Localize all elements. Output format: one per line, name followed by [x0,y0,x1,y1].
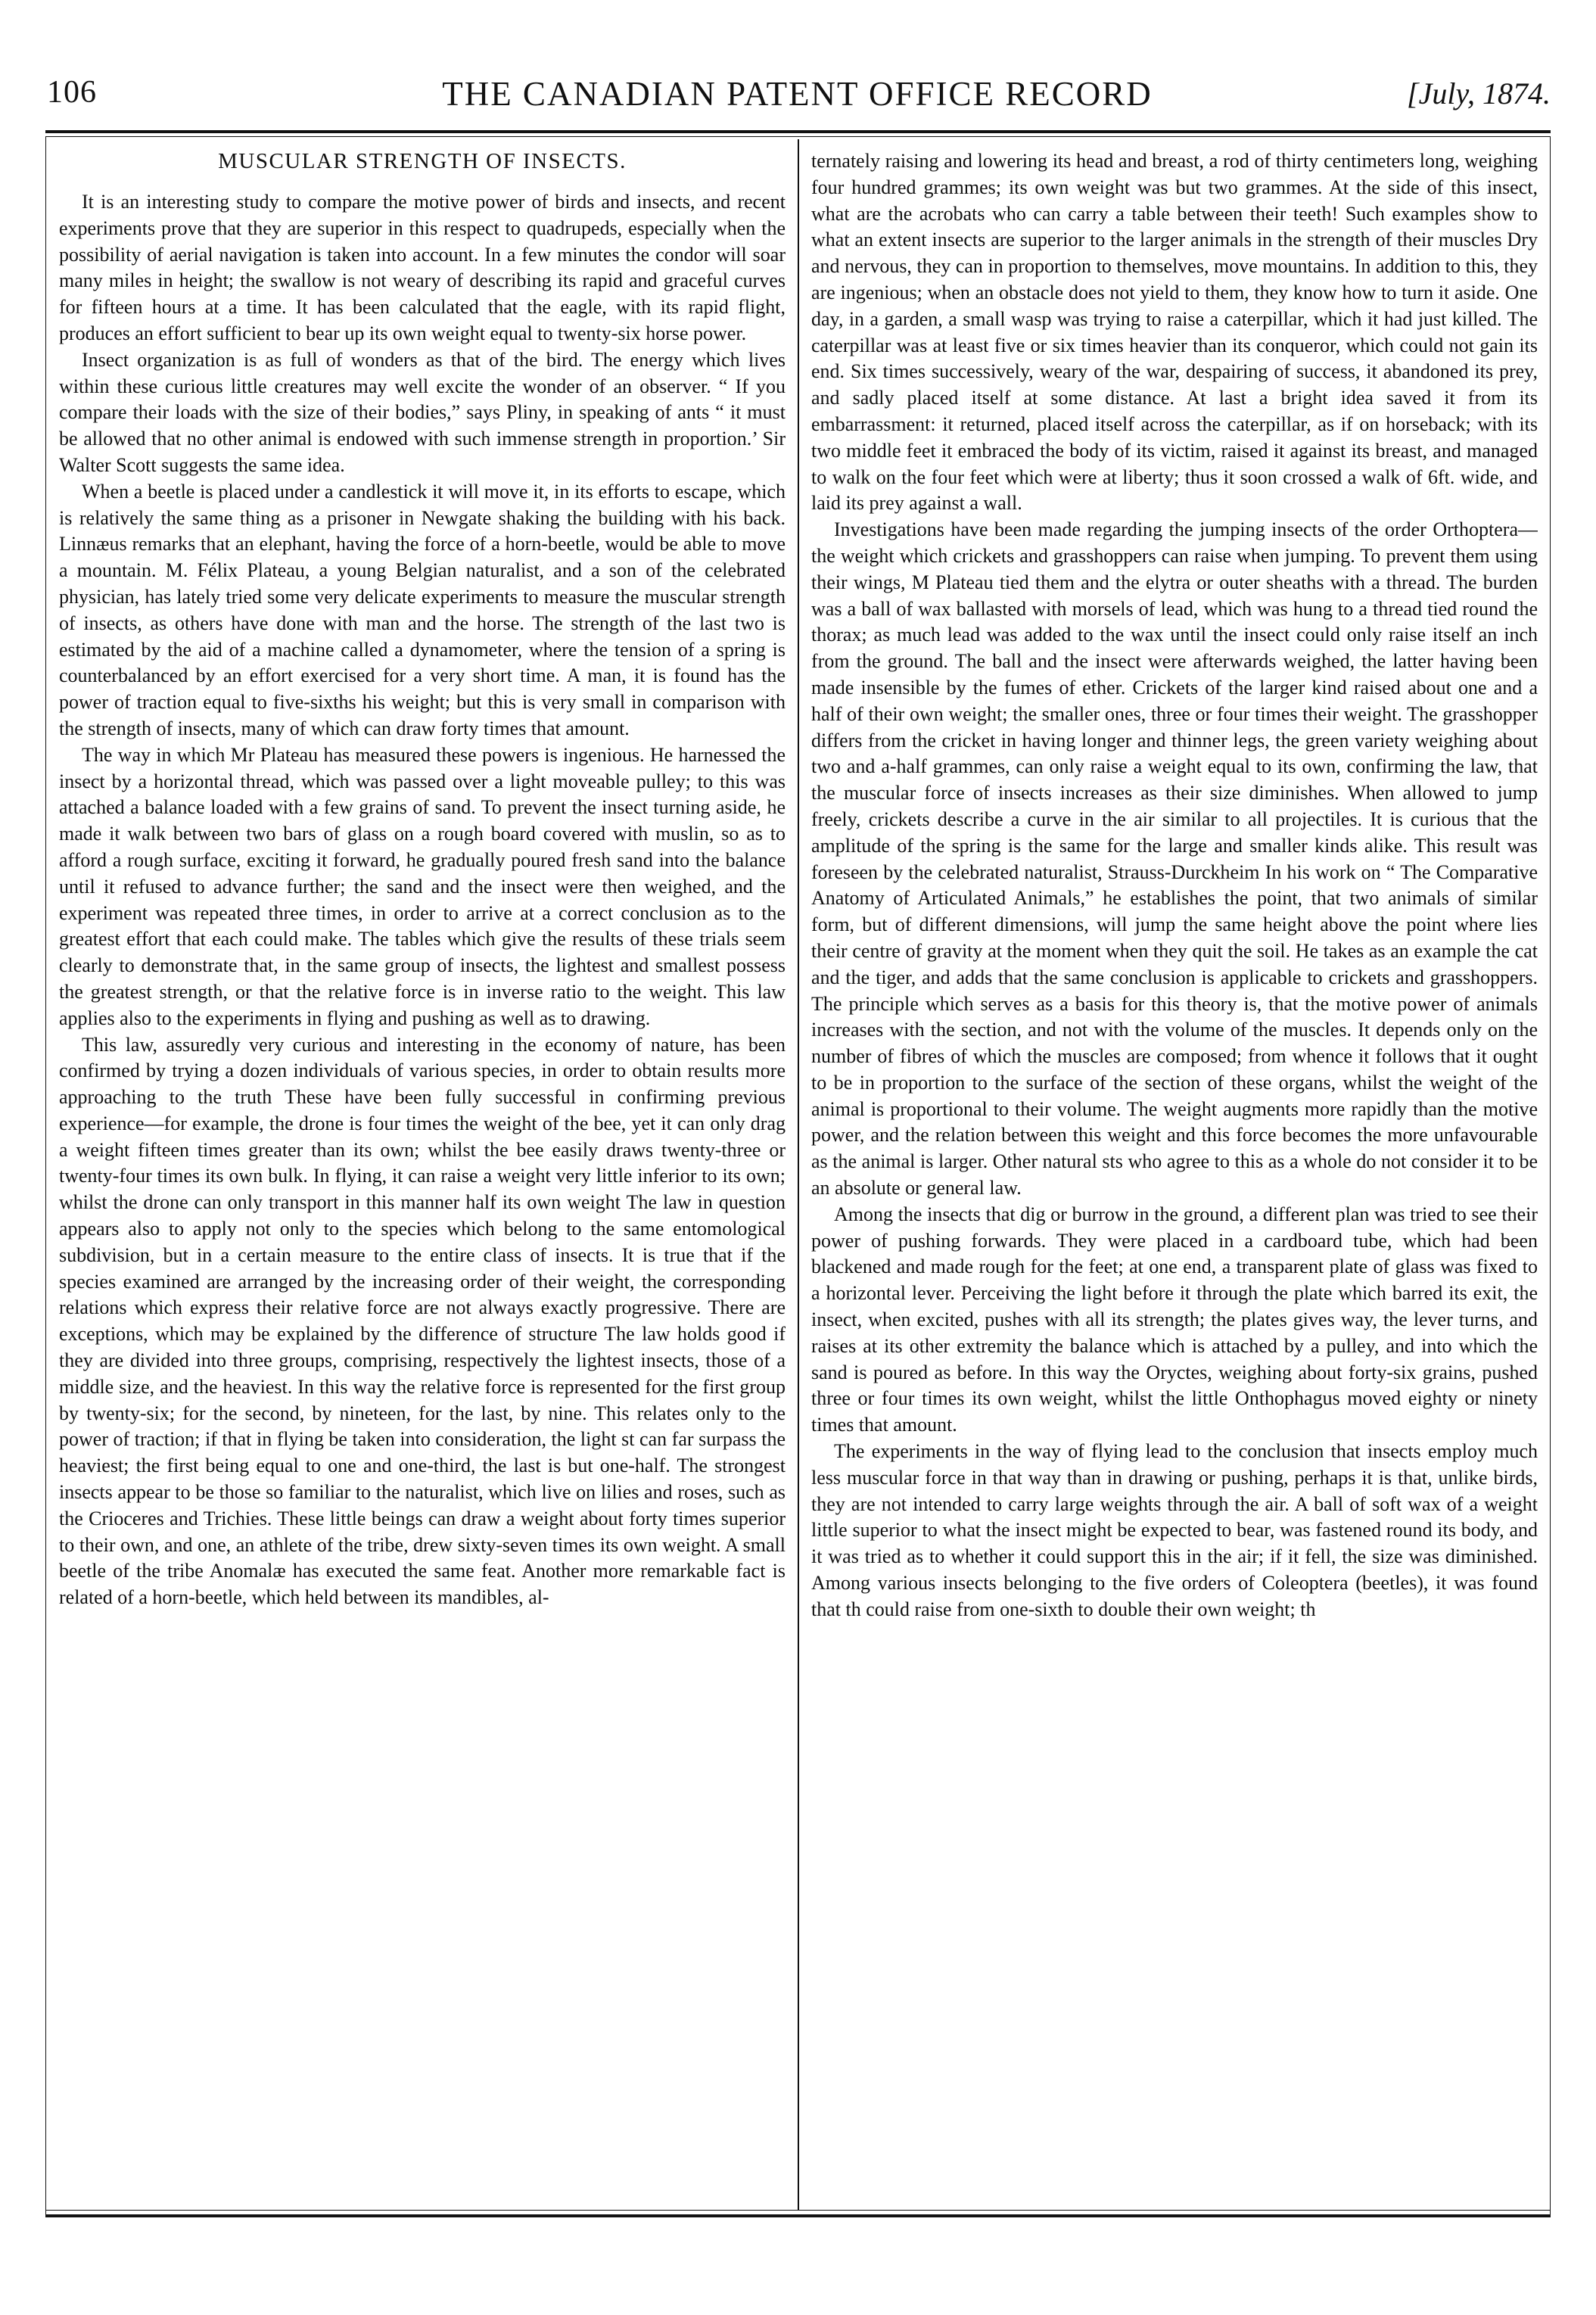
paragraph: Insect organization is as full of wonders as that of the bird. The energy which lives within these curious little creatures may well excite the wonder of an observer. “ If you compare their loads with the size of their bodies,” says Pliny, in speaking of ants “ it must be allowed that no other animal is endowed with such immense strength in proportion.’ Sir Walter Scott suggests the same idea. [59,348,786,476]
paragraph: It is an interesting study to compare the motive power of birds and insects, and recent experiments prove that they are superior in this respect to quadrupeds, especially when the possibility of aerial navigation is taken into account. In a few minutes the condor will soar many miles in height; the swallow is not weary of describing its rapid and graceful curves for fifteen hours at a time. It has been calculated that the eagle, with its rapid flight, produces an effort sufficient to bear up its own weight equal to twenty-six horse power. [59,191,786,344]
running-head [44,74,1551,120]
paragraph: This law, assuredly very curious and interesting in the economy of nature, has been confirmed by trying a dozen individuals of various species, in order to obtain results more approaching to the truth These have been fully successful in confirming previous experience—for example, the drone is four times the weight of the bee, yet it can only drag a weight fifteen times greater than its own; whilst the bee easily draws twenty-three or twenty-four times its own bulk. In flying, it can raise a weight very little inferior to its own; whilst the drone can only transport in this manner half its own weight The law in question appears also to apply not only to the species which belong to the same entomological subdivision, but in a certain measure to the entire class of insects. It is true that if the species examined are arranged by the increasing order of their weight, the corresponding relations which express their relative force are not always exactly progressive. There are exceptions, which may be explained by the difference of structure The law holds good if they are divided into three groups, comprising, respectively the lightest insects, those of a middle size, and the heaviest. In this way the relative force is represented for the first group by twenty-six; for the second, by nineteen, for the last, by nine. This relates only to the power of traction; if that in flying be taken into consideration, the light st can far surpass the heaviest; the first being equal to one and one-third, the last is but one-half. The strongest insects appear to be those so familiar to the naturalist, which live on lilies and roses, such as the Crioceres and Trichies. These little beings can draw a weight about forty times superior to their own, and one, an athlete of the tribe, drew sixty-seven times its own weight. A small beetle of the tribe Anomalæ has executed the same feat. Another more remarkable fact is related of a horn-beetle, which held between its mandibles, al- [59,1033,786,1609]
paragraph-continued: ternately raising and lowering its head and breast, a rod of thirty centimeters long, weighing four hundred grammes; its own weight was but two grammes. At the side of this insect, what are the acrobats who can carry a table between their teeth! Such examples show to what an extent insects are superior to the larger animals in the strength of their muscles Dry and nervous, they can in proportion to themselves, move mountains. In addition to this, they are ingenious; when an obstacle does not yield to them, they know how to turn it aside. One day, in a garden, a small wasp was trying to raise a caterpillar, which it had just killed. The caterpillar was at least five or six times heavier than its conqueror, which could not gain its end. Six times successively, weary of the war, despairing of success, it abandoned its prey, and sadly placed itself at some distance. At last a bright idea saved it from its embarrassment: it returned, placed itself across the caterpillar, as if on horseback; with its two middle feet it embraced the body of its victim, raised it against its breast, and managed to walk on the four feet which were at liberty; thus it soon crossed a walk of 6ft. wide, and laid its prey against a wall. [811,150,1538,515]
paragraph: The way in which Mr Plateau has measured these powers is ingenious. He harnessed the insect by a horizontal thread, which was passed over a light moveable pulley; to this was attached a balance loaded with a few grains of sand. To prevent the insect turning aside, he made it walk between two bars of glass on a rough board covered with muslin, so as to afford a rough surface, exciting it forward, he gradually poured fresh sand into the balance until it refused to advance further; the sand and the insect were then weighed, and the experiment was repeated three times, in order to arrive at a correct conclusion as to the greatest effort that each could make. The tables which give the results of these trials seem clearly to demonstrate that, in the same group of insects, the lightest and smallest possess the greatest strength, or that the relative force is in inverse ratio to the weight. This law applies also to the experiments in flying and pushing as well as to drawing. [59,743,786,1029]
column-divider [798,139,799,2210]
paragraph: The experiments in the way of flying lead to the conclusion that insects employ much less muscular force in that way than in drawing or pushing, perhaps it is that, unlike birds, they are not intended to carry large weights through the air. A ball of soft wax of a weight little superior to what the insect might be expected to bear, was fastened round its body, and it was tried as to whether it could support this in the air; if it fell, the size was diminished. Among various insects belonging to the five orders of Coleoptera (beetles), it was found that th could raise from one-sixth to double their own weight; th [811,1440,1538,1620]
bottom-thin-rule [45,2210,1551,2211]
right-column [811,148,1538,2204]
top-thin-rule [45,136,1551,137]
top-thick-rule [45,130,1551,133]
paragraph: When a beetle is placed under a candlestick it will move it, in its efforts to escape, which is relatively the same thing as a prisoner in Newgate shaking the building with his back. Linnæus remarks that an elephant, having the force of a horn-beetle, would be able to move a mountain. M. Félix Plateau, a young Belgian naturalist, and a son of the celebrated physician, has lately tried some very delicate experiments to measure the muscular strength of insects, as others have done with man and the horse. The strength of the last two is estimated by the aid of a machine called a dynamometer, where the tension of a spring is counterbalanced by an effort exercised for a very short time. A man, it is found has the power of traction equal to five-sixths his weight; but this is very small in comparison with the strength of insects, many of which can draw forty times that amount. [59,480,786,739]
page-number: 106 [47,75,97,110]
frame-right-rule [1550,136,1551,2216]
paragraph: Investigations have been made regarding the jumping insects of the order Orthoptera—the weight which crickets and grasshoppers can raise when jumping. To prevent them using their wings, M Plateau tied them and the elytra or outer sheaths with a thread. The burden was a ball of wax ballasted with morsels of lead, which was hung to a thread tied round the thorax; as much lead was added to the wax until the insect could only raise itself an inch from the ground. The ball and the insect were afterwards weighed, the latter having been made insensible by the fumes of ether. Crickets of the larger kind raised about one and a half of their own weight; the smaller ones, three or four times their weight. The grasshopper differs from the cricket in having longer and thinner legs, the green variety weighing about two and a-half grammes, can only raise a weight equal to its own, confirming the law, that the muscular force of insects increases as their size diminishes. When allowed to jump freely, crickets describe a curve in the air similar to all projectiles. It is curious that the amplitude of the spring is the same for the large and smaller kinds alike. This result was foreseen by the celebrated naturalist, Strauss-Durckheim In his work on “ The Comparative Anatomy of Articulated Animals,” he establishes the point, that two animals of similar form, but of different dimensions, will jump the same height above the point where lies their centre of gravity at the moment when they quit the soil. He takes as an example the cat and the tiger, and adds that the same conclusion is applicable to crickets and grasshoppers. The principle which serves as a basis for this theory is, that the motive power of animals increases with the section, and not with the volume of the muscles. It depends only on the number of fibres of which the muscles are composed; from whence it follows that it ought to be in proportion to the surface of the section of these organs, whilst the weight of the animal is proportional to their volume. The weight augments more rapidly than the motive power, and the relation between this weight and this force becomes the more unfavourable as the animal is larger. Other natural sts who agree to this as a whole do not consider it to be an absolute or general law. [811,518,1538,1200]
journal-title: THE CANADIAN PATENT OFFICE RECORD [442,75,1153,113]
frame-left-rule [45,136,46,2216]
left-column [59,148,786,2204]
issue-date: [July, 1874. [1407,76,1551,110]
paragraph: Among the insects that dig or burrow in the ground, a different plan was tried to see their power of pushing forwards. They were placed in a cardboard tube, which had been blackened and made rough for the feet; at one end, a transparent plate of glass was fixed to a horizontal lever. Perceiving the light before it through the plate which barred its exit, the insect, when excited, pushes with all its strength; the plates gives way, the lever turns, and raises at its other extremity the balance which is attached by a pulley, and into which the sand is poured as before. In this way the Oryctes, weighing about forty-six grains, pushed three or four times its own weight, whilst the little Onthophagus moved eighty or ninety times that amount. [811,1203,1538,1436]
bottom-thick-rule [45,2214,1551,2217]
article-title: MUSCULAR STRENGTH OF INSECTS. [218,149,627,173]
